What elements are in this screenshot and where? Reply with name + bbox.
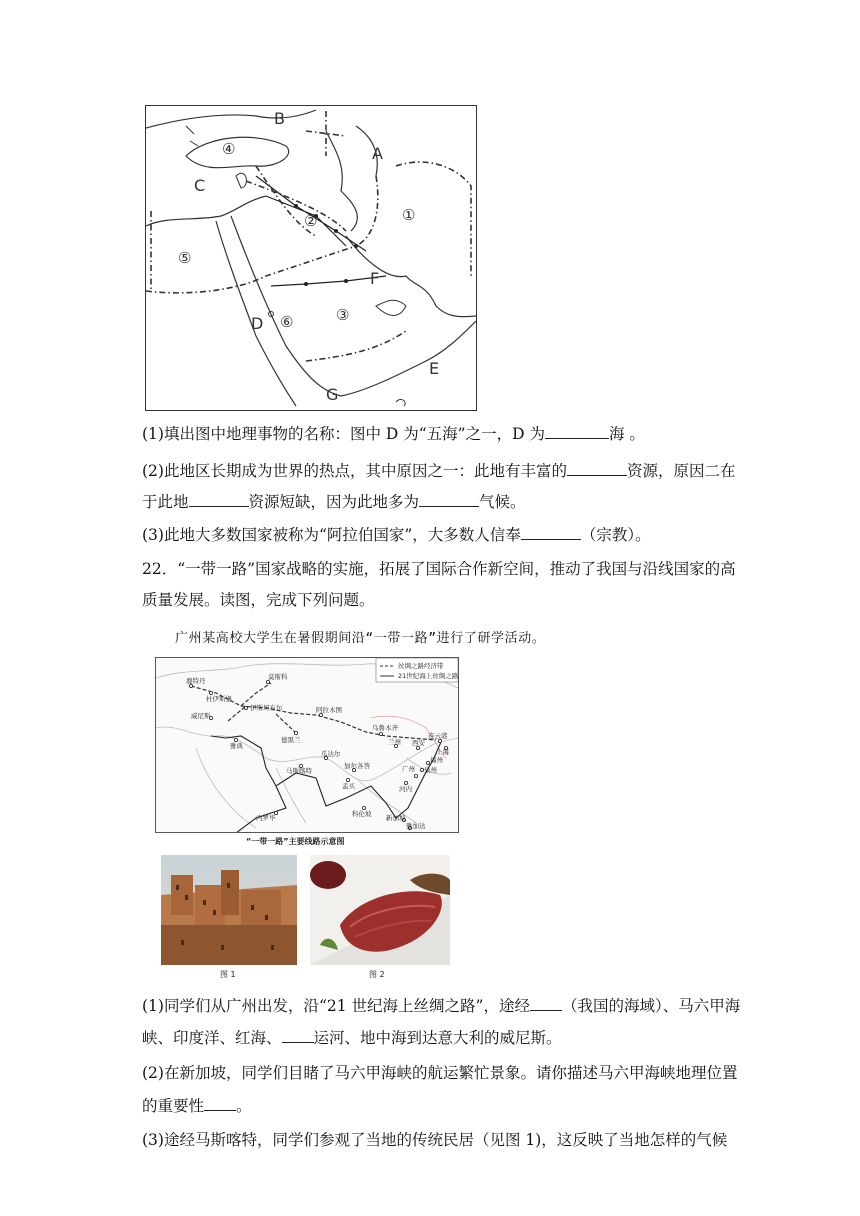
answer-blank[interactable] <box>419 492 479 507</box>
city-duisburg: 杜伊斯堡 <box>206 695 232 703</box>
q22-part1-line2: 峡、印度洋、红海、 运河、地中海到达意大利的威尼斯。 <box>142 1029 562 1047</box>
answer-blank[interactable] <box>204 1096 236 1111</box>
q22-stem-line1: 22．“一带一路”国家战略的实施，拓展了国际合作新空间，推动了我国与沿线国家的高 <box>142 560 736 578</box>
map1-label-1: ① <box>402 206 416 224</box>
q21-part2-line2: 于此地 资源短缺，因为此地多为 气候。 <box>142 493 526 511</box>
figure-2-roast-meat <box>310 855 450 965</box>
map1-label-2: ② <box>304 212 318 230</box>
q21-part1: (1)填出图中地理事物的名称：图中 D 为“五海”之一，D 为 海 。 <box>142 425 645 443</box>
city-athens: 雅典 <box>230 742 243 750</box>
city-jakarta: 雅加达 <box>406 822 426 830</box>
map1-label-5: ⑤ <box>178 249 192 267</box>
q22-part2-line1: (2)在新加坡，同学们目睹了马六甲海峡的航运繁忙景象。请你描述马六甲海峡地理位置 <box>142 1064 738 1082</box>
q21-part2-line1: (2)此地区长期成为世界的热点，其中原因之一：此地有丰富的 资源，原因二在 <box>142 462 736 480</box>
city-lanzhou: 兰州 <box>388 738 401 746</box>
legend-silk-road-belt: 丝绸之路经济带 <box>398 662 444 670</box>
city-urumqi: 乌鲁木齐 <box>372 724 398 732</box>
answer-blank[interactable] <box>521 525 581 540</box>
figure-1-traditional-dwellings <box>161 855 297 965</box>
q22-part3-line1: (3)途经马斯喀特，同学们参观了当地的传统民居（见图 1)，这反映了当地怎样的气候 <box>142 1131 728 1149</box>
map1-label-d: D <box>251 314 264 333</box>
map1-label-g: G <box>326 385 339 404</box>
belt-road-map <box>155 657 459 833</box>
answer-blank[interactable] <box>530 996 562 1011</box>
map1-label-a: A <box>372 144 383 163</box>
city-lianyungang: 连云港 <box>428 732 448 740</box>
answer-blank[interactable] <box>282 1028 314 1043</box>
city-nairobi: 内罗毕 <box>256 814 276 822</box>
city-shanghai: 上海 <box>436 748 449 756</box>
city-venice: 威尼斯 <box>191 712 211 720</box>
city-kolkata: 加尔各答 <box>344 762 370 770</box>
middle-east-map <box>145 105 477 411</box>
map1-label-6: ⑥ <box>280 313 294 331</box>
map1-label-3: ③ <box>336 306 350 324</box>
city-muscat: 马斯喀特 <box>286 767 312 775</box>
q22-part2-line2: 的重要性 。 <box>142 1097 252 1115</box>
city-singapore: 新加坡 <box>386 814 406 822</box>
city-rotterdam: 鹿特丹 <box>186 677 206 685</box>
map1-label-f: F <box>370 269 380 288</box>
city-hanoi: 河内 <box>399 785 412 793</box>
map1-label-e: E <box>429 359 440 378</box>
city-quanzhou: 泉州 <box>424 766 437 774</box>
answer-blank[interactable] <box>567 461 627 476</box>
q22-part1-line1: (1)同学们从广州出发，沿“21 世纪海上丝绸之路”，途经 （我国的海域）、马六甲海 <box>142 997 741 1015</box>
answer-blank[interactable] <box>189 492 249 507</box>
city-colombo: 科伦坡 <box>352 810 372 818</box>
map2-caption: “一带一路”主要线路示意图 <box>246 837 345 846</box>
city-xian: 西安 <box>412 739 425 747</box>
city-almaty: 阿拉木图 <box>316 706 342 714</box>
city-guangzhou: 广州 <box>402 765 415 773</box>
city-gwadar: 瓜达尔 <box>321 750 341 758</box>
figure-2-caption: 图 2 <box>369 970 385 979</box>
city-moscow: 莫斯科 <box>268 673 288 681</box>
map1-label-b: B <box>274 109 285 128</box>
answer-blank[interactable] <box>545 424 609 439</box>
q22-intro: 广州某高校大学生在暑假期间沿“一带一路”进行了研学活动。 <box>175 631 546 646</box>
legend-maritime-silk-road: 21世纪海上丝绸之路 <box>398 672 458 680</box>
map1-label-4: ④ <box>222 140 236 158</box>
city-fuzhou: 福州 <box>430 756 443 764</box>
q21-part3: (3)此地大多数国家被称为“阿拉伯国家”，大多数人信奉 （宗教）。 <box>142 526 651 544</box>
city-istanbul: 伊斯坦布尔 <box>250 704 283 712</box>
city-tehran: 德黑兰 <box>281 736 301 744</box>
city-mumbai: 孟买 <box>342 782 355 790</box>
figure-1-caption: 图 1 <box>220 970 236 979</box>
q22-stem-line2: 质量发展。读图，完成下列问题。 <box>142 591 375 609</box>
map1-label-c: C <box>194 176 206 195</box>
